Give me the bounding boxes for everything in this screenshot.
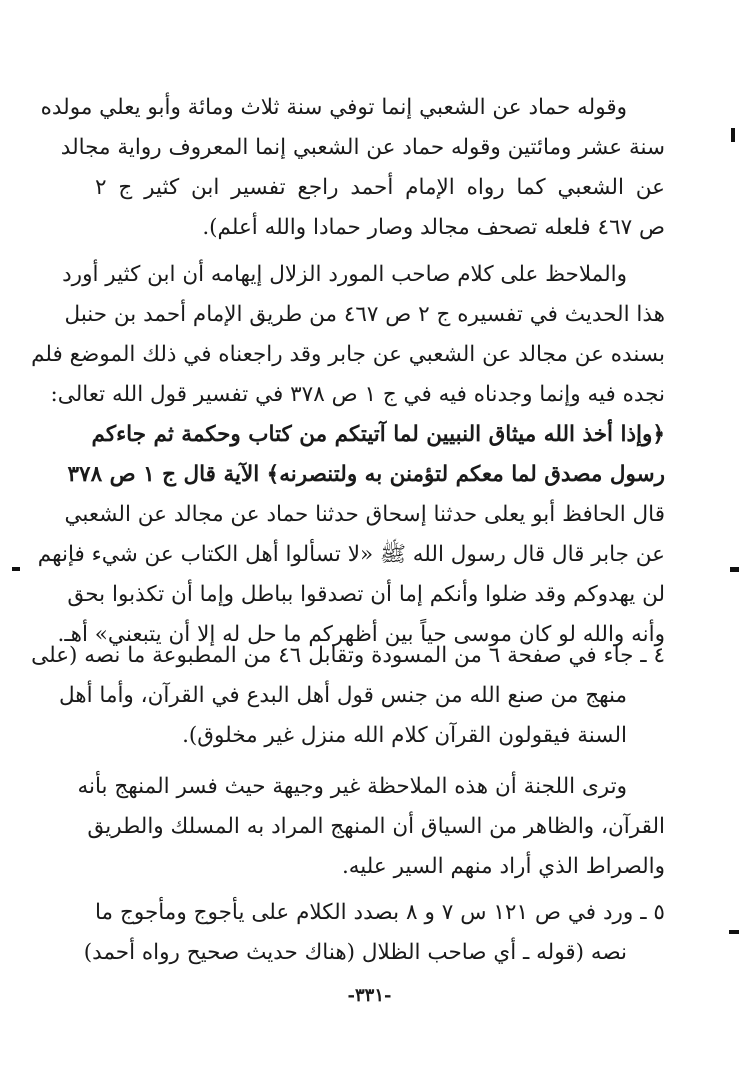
text-line: قال الحافظ أبو يعلى حدثنا إسحاق حدثنا حماد عن مجالد عن الشعبي bbox=[64, 502, 665, 527]
text-line: عن الشعبي كما رواه الإمام أحمد راجع تفسير ابن كثير ج ٢ bbox=[95, 175, 665, 200]
paragraph-committee-response bbox=[77, 767, 665, 887]
scan-edge-mark bbox=[12, 567, 20, 571]
text-line: نصه (قوله ـ أي صاحب الظلال (هناك حديث صحيح رواه أحمد) bbox=[83, 940, 627, 965]
text-line: والملاحظ على كلام صاحب المورد الزلال إيهامه أن ابن كثير أورد bbox=[62, 262, 627, 287]
text-line: بسنده عن مجالد عن الشعبي عن جابر وقد راجعناه في ذلك الموضع فلم bbox=[31, 342, 665, 367]
text-line: وقوله حماد عن الشعبي إنما توفي سنة ثلاث ومائة وأبو يعلي مولده bbox=[40, 95, 627, 120]
text-line: سنة عشر ومائتين وقوله حماد عن الشعبي إنما المعروف رواية مجالد bbox=[60, 135, 665, 160]
text-line: ص ٤٦٧ فلعله تصحف مجالد وصار حمادا والله أعلم). bbox=[202, 215, 665, 240]
text-line: لن يهدوكم وقد ضلوا وأنكم إما أن تصدقوا بباطل وإما أن تكذبوا بحق bbox=[67, 582, 665, 607]
quran-verse-line: رسول مصدق لما معكم لتؤمنن به ولتنصرنه﴾ الآية قال ج ١ ص ٣٧٨ bbox=[67, 462, 665, 487]
quran-verse-line: ﴿وإذا أخذ الله ميثاق النبيين لما آتيتكم من كتاب وحكمة ثم جاءكم bbox=[91, 422, 665, 447]
text-line: عن جابر قال قال رسول الله ﷺ «لا تسألوا أهل الكتاب عن شيء فإنهم bbox=[37, 542, 665, 567]
text-line: ٤ ـ جاء في صفحة ٦ من المسودة وتقابل ٤٦ من المطبوعة ما نصه (على bbox=[31, 643, 665, 668]
paragraph-1 bbox=[40, 88, 665, 248]
paragraph-2 bbox=[31, 255, 665, 655]
paragraph-item-5 bbox=[83, 893, 665, 973]
text-line: ٥ ـ ورد في ص ١٢١ س ٧ و ٨ بصدد الكلام على يأجوج ومأجوج ما bbox=[95, 900, 665, 925]
text-line: وترى اللجنة أن هذه الملاحظة غير وجيهة حيث فسر المنهج بأنه bbox=[77, 774, 627, 799]
paragraph-item-4 bbox=[31, 636, 665, 756]
text-line: هذا الحديث في تفسيره ج ٢ ص ٤٦٧ من طريق الإمام أحمد بن حنبل bbox=[64, 302, 665, 327]
text-line: منهج من صنع الله من جنس قول أهل البدع في القرآن، وأما أهل bbox=[58, 683, 627, 708]
scan-edge-mark bbox=[731, 128, 735, 142]
text-line: السنة فيقولون القرآن كلام الله منزل غير مخلوق). bbox=[182, 723, 627, 748]
page-number: -٣٣١- bbox=[347, 985, 392, 1006]
text-line: وأنه والله لو كان موسى حياً بين أظهركم ما حل له إلا أن يتبعني» أهـ. bbox=[57, 622, 665, 647]
text-line: نجده فيه وإنما وجدناه فيه في ج ١ ص ٣٧٨ في تفسير قول الله تعالى: bbox=[50, 382, 665, 407]
scan-edge-mark bbox=[730, 567, 739, 572]
text-line: القرآن، والظاهر من السياق أن المنهج المراد به المسلك والطريق bbox=[87, 814, 665, 839]
text-line: والصراط الذي أراد منهم السير عليه. bbox=[341, 854, 665, 879]
scan-edge-mark bbox=[729, 930, 739, 934]
